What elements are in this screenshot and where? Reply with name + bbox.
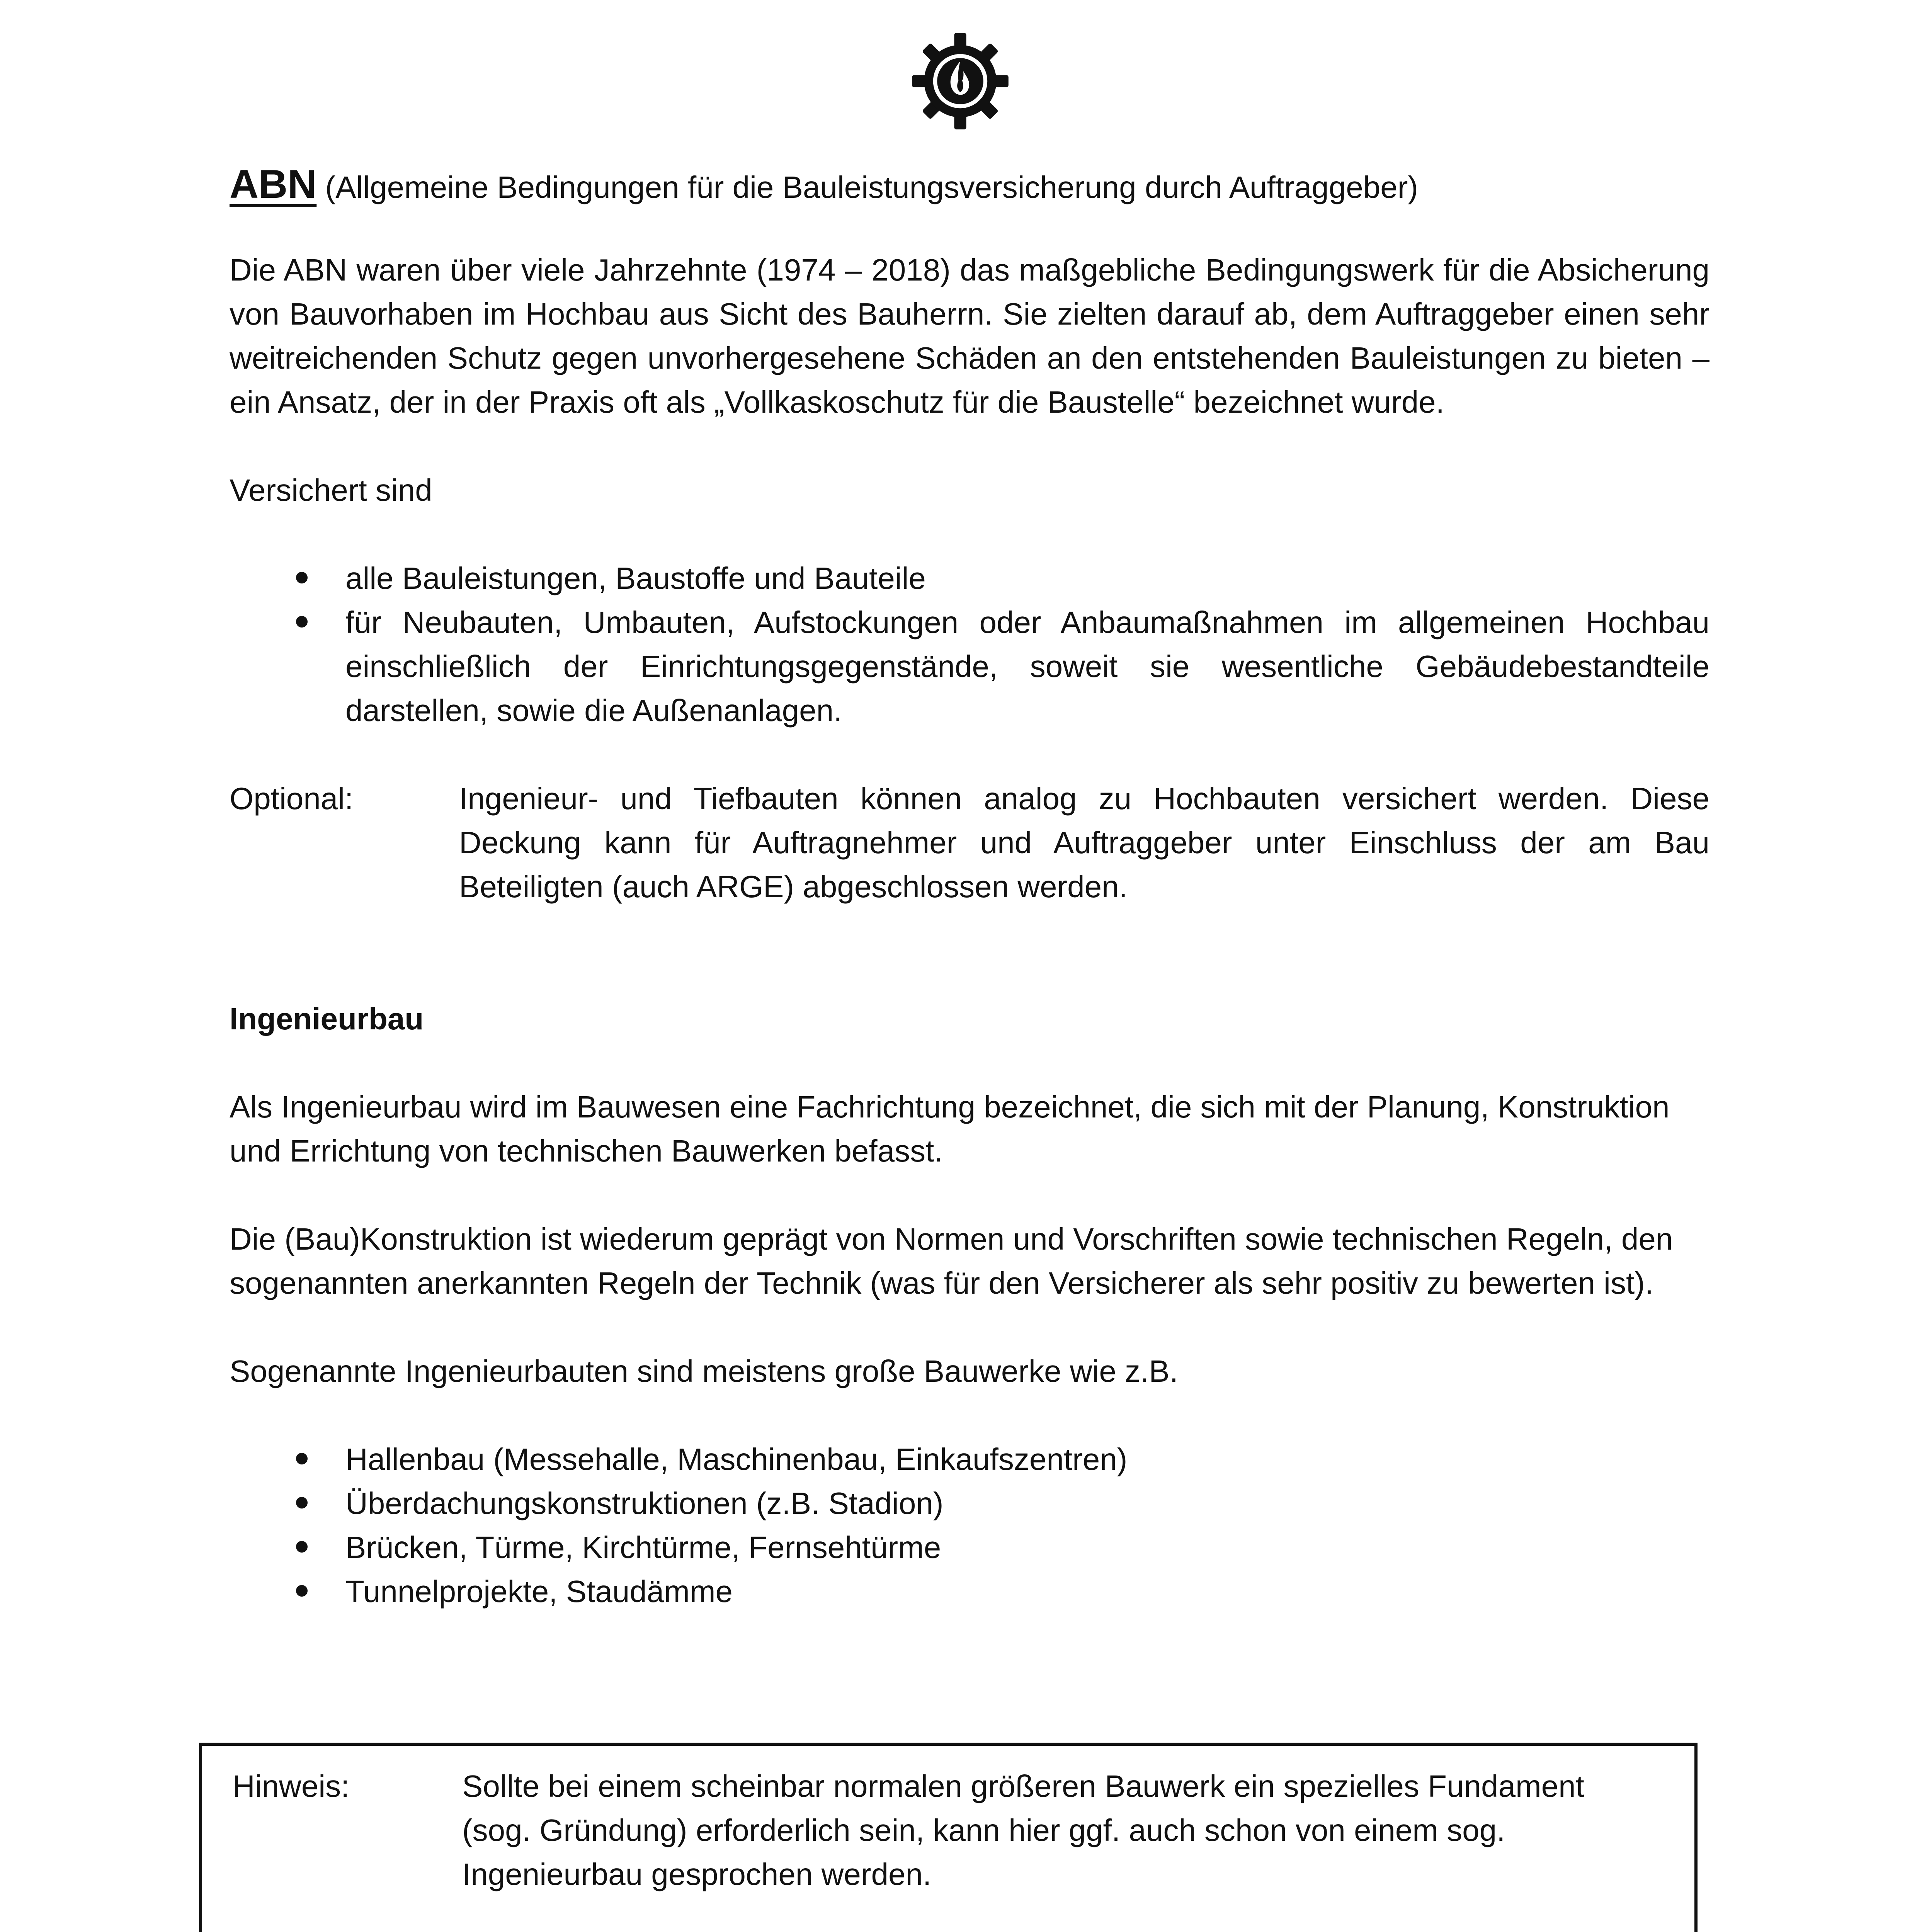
section-paragraph: Als Ingenieurbau wird im Bauwesen eine Fachrichtung bezeichnet, die sich mit der Planung, Konstruktion und Errichtung von technischen Bauwerken befasst. [230, 1090, 1670, 1168]
optional-block [230, 777, 1709, 909]
document-title [230, 162, 1709, 209]
list-item: alle Bauleistungen, Baustoffe und Bauteile [230, 556, 1709, 600]
title-abbreviation: ABN [230, 162, 317, 207]
section-paragraph: Sogenannte Ingenieurbauten sind meistens große Bauwerke wie z.B. [230, 1354, 1178, 1388]
notice-box [199, 1743, 1698, 1932]
optional-label: Optional: [230, 781, 354, 816]
section-heading: Ingenieurbau [230, 1002, 424, 1036]
notice-text: Sollte bei einem scheinbar normalen größeren Bauwerk ein spezielles Fundament (sog. Gründung) erforderlich sein, kann hier ggf. auch schon von einem sog. Ingenieurbau gesprochen werden. [462, 1769, 1584, 1891]
insured-list [230, 556, 1709, 733]
gear-flame-icon [910, 31, 1010, 131]
examples-list [230, 1437, 1709, 1614]
optional-text: Ingenieur- und Tiefbauten können analog zu Hochbauten versichert werden. Diese Deckung kann für Auftragnehmer und Auftraggeber unter Einschluss der am Bau Beteiligten (auch ARGE) abgeschlossen werden. [459, 781, 1709, 904]
list-item: Tunnelprojekte, Staudämme [230, 1570, 1709, 1614]
list-item: Überdachungskonstruktionen (z.B. Stadion) [230, 1481, 1709, 1526]
title-expansion: (Allgemeine Bedingungen für die Bauleistungsversicherung durch Auftraggeber) [316, 170, 1418, 204]
intro-paragraph: Die ABN waren über viele Jahrzehnte (1974 – 2018) das maßgebliche Bedingungswerk für die Absicherung von Bauvorhaben im Hochbau aus Sicht des Bauherrn. Sie zielten darauf ab, dem Auftraggeber einen sehr weitreichenden Schutz gegen unvorhergesehene Schäden an den entstehenden Bauleistungen zu bieten – ein Ansatz, der in der Praxis oft als „Vollkaskoschutz für die Baustelle“ bezeichnet wurde. [230, 253, 1709, 419]
insured-heading: Versichert sind [230, 473, 432, 507]
list-item: Brücken, Türme, Kirchtürme, Fernsehtürme [230, 1526, 1709, 1570]
list-item: für Neubauten, Umbauten, Aufstockungen oder Anbaumaßnahmen im allgemeinen Hochbau einschließlich der Einrichtungsgegenstände, soweit sie wesentliche Gebäudebestandteile darstellen, sowie die Außenanlagen. [230, 600, 1709, 733]
document-body [230, 162, 1709, 1614]
notice-label: Hinweis: [233, 1769, 350, 1803]
list-item: Hallenbau (Messehalle, Maschinenbau, Einkaufszentren) [230, 1437, 1709, 1481]
section-paragraph: Die (Bau)Konstruktion ist wiederum geprägt von Normen und Vorschriften sowie technischen Regeln, den sogenannten anerkannten Regeln der Technik (was für den Versicherer als sehr positiv zu bewerten ist). [230, 1222, 1673, 1300]
